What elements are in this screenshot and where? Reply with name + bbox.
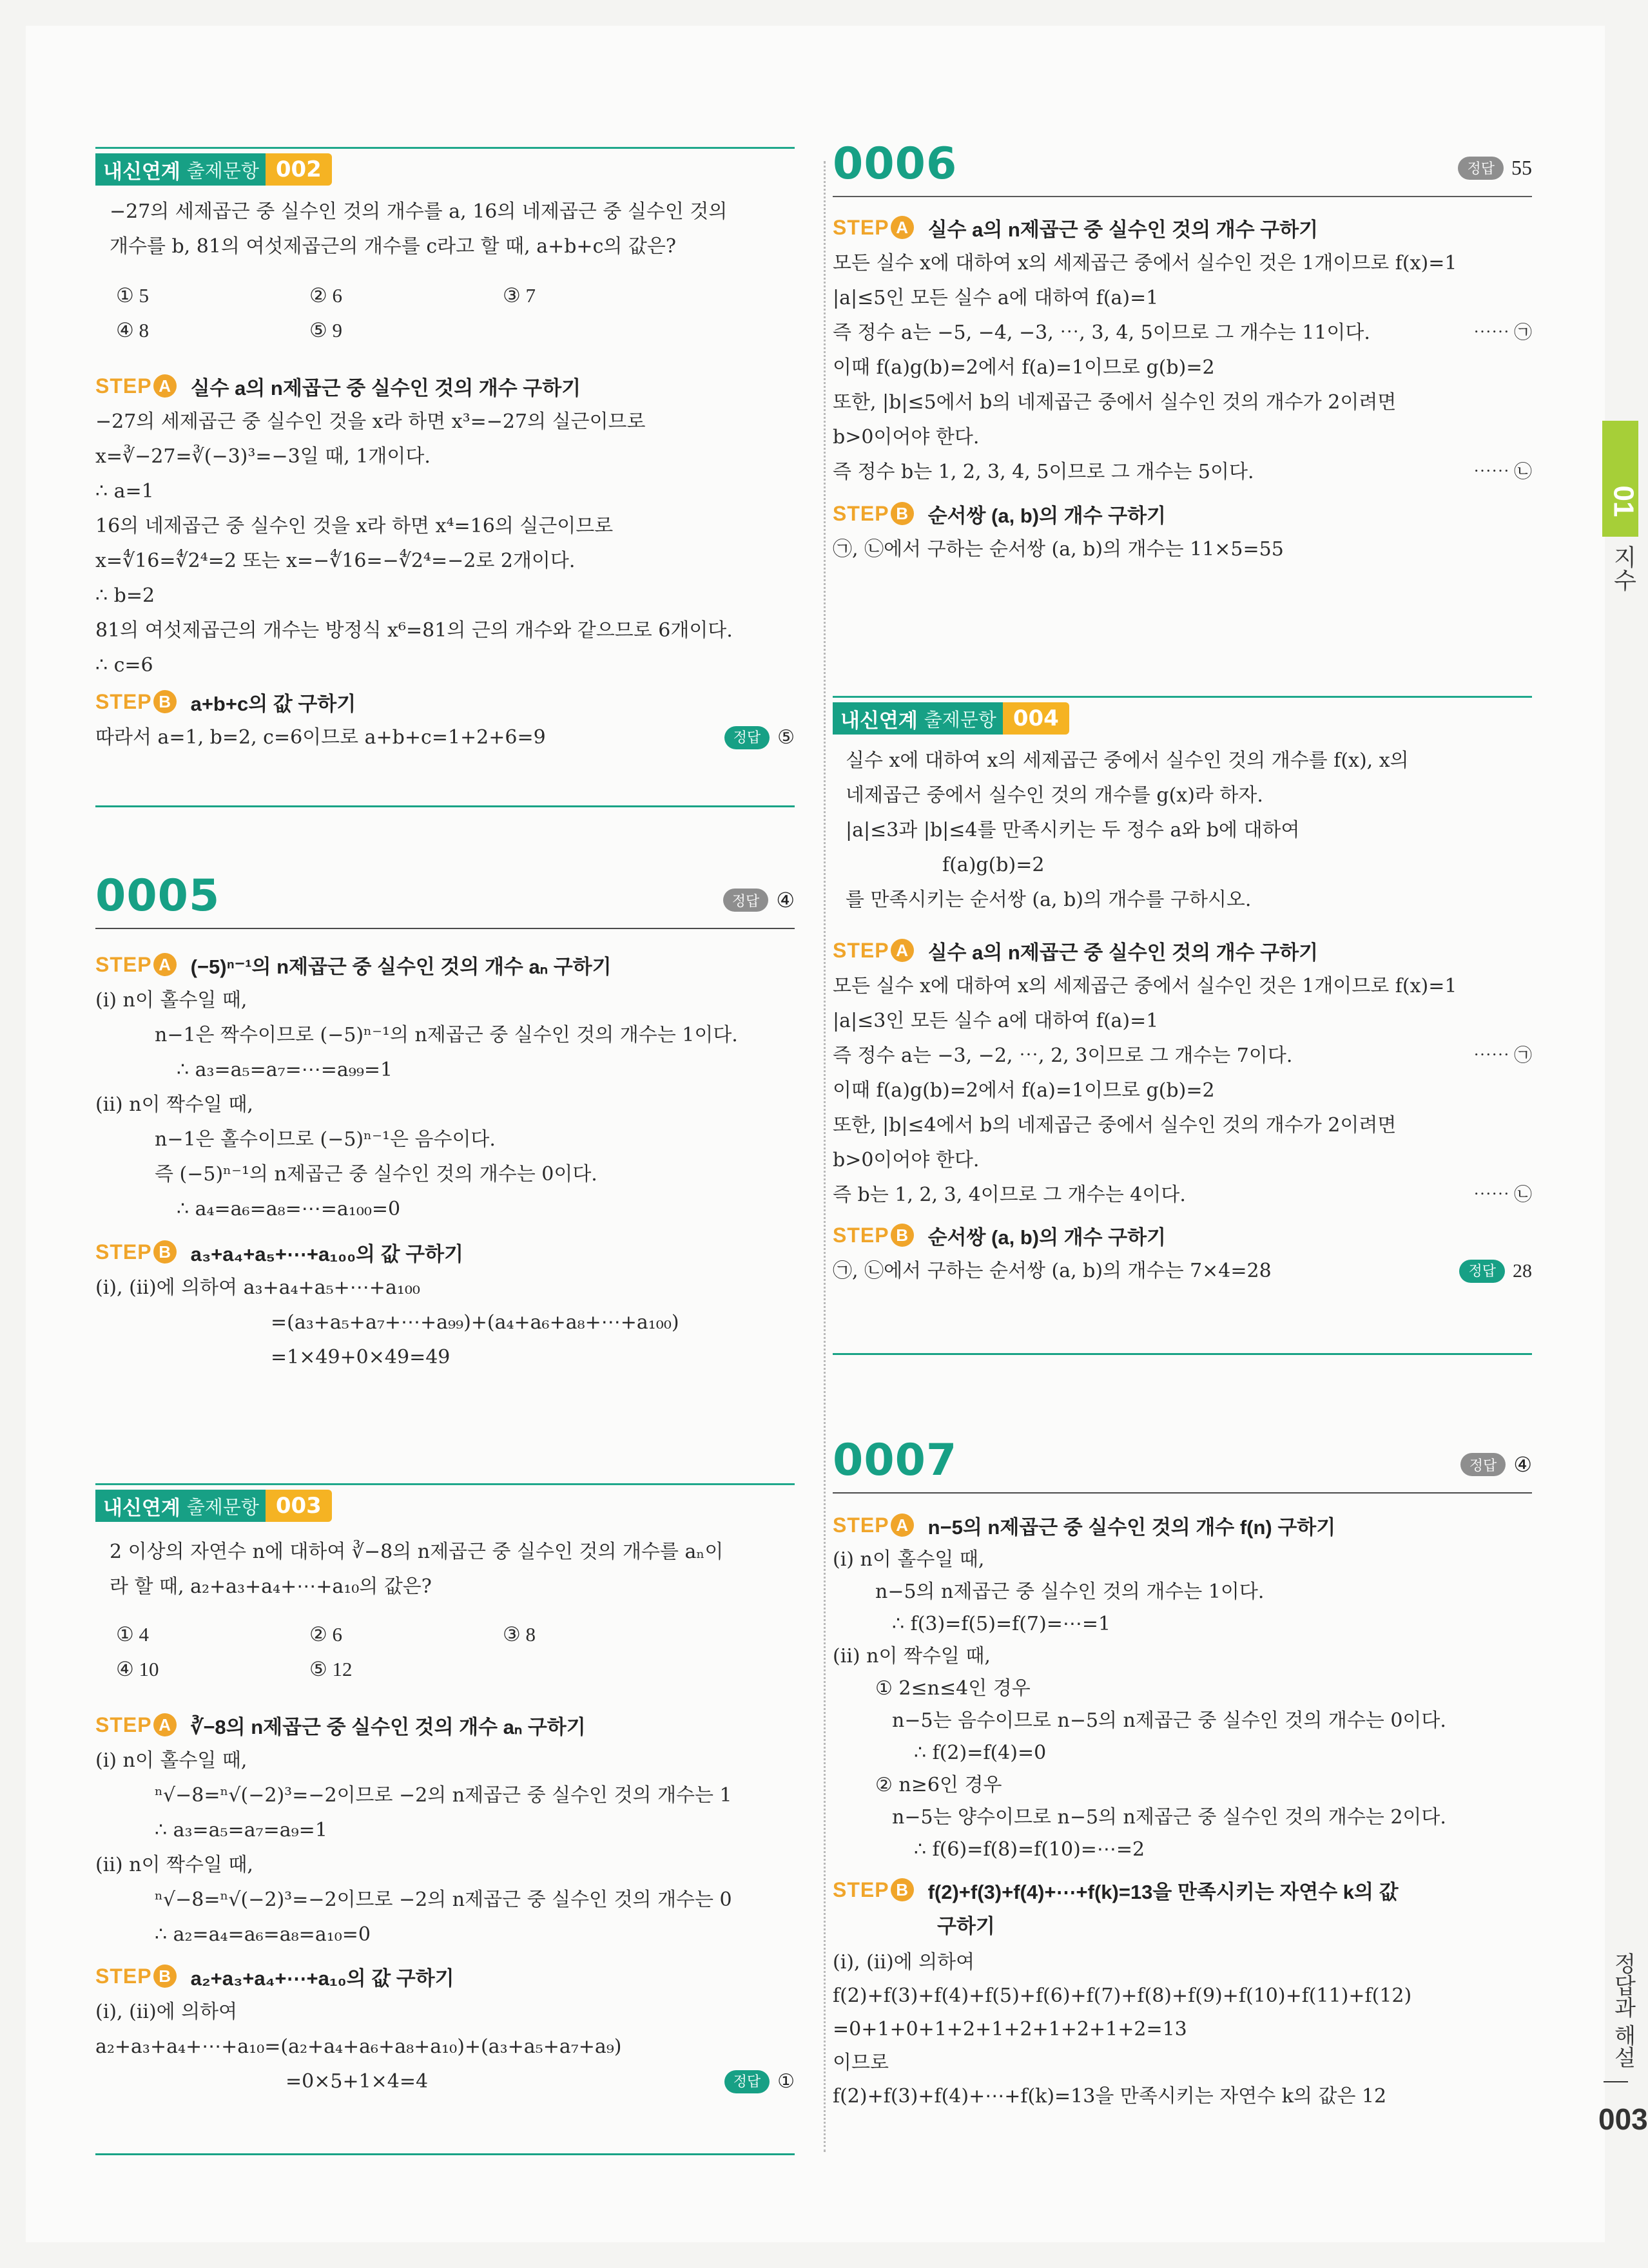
solution-b: ㉠, ㉡에서 구하는 순서쌍 (a, b)의 개수는 11×5=55 bbox=[833, 538, 1284, 561]
problem-tag: 내신연계 출제문항 002 bbox=[95, 153, 332, 186]
step-b-heading: STEP B a₂+a₃+a₄+⋯+a₁₀의 값 구하기 bbox=[95, 1964, 454, 1990]
problem-heading: 0006 정답 55 bbox=[833, 137, 1532, 197]
problem-number: 002 bbox=[266, 153, 332, 186]
column-divider bbox=[824, 161, 826, 2152]
problem-tag: 내신연계 출제문항 003 bbox=[95, 1490, 332, 1522]
step-a-heading: STEP A 실수 a의 n제곱근 중 실수인 것의 개수 구하기 bbox=[95, 374, 581, 399]
problem-number: 003 bbox=[266, 1490, 332, 1522]
answer: 정답 28 bbox=[1459, 1254, 1532, 1289]
section-rule bbox=[95, 805, 795, 807]
step-b-heading-cont: 구하기 bbox=[937, 1914, 995, 1937]
step-a-heading: STEP A 실수 a의 n제곱근 중 실수인 것의 개수 구하기 bbox=[833, 215, 1319, 241]
equation-mark-1: ⋯⋯ ㉠ bbox=[1473, 1046, 1532, 1066]
problem-003 bbox=[95, 1483, 795, 2099]
problem-004 bbox=[833, 696, 1532, 1289]
choices: ① 5 ② 6 ③ 7 ④ 8 ⑤ 9 bbox=[116, 284, 536, 341]
equation-mark-2: ⋯⋯ ㉡ bbox=[1473, 1185, 1532, 1205]
step-a-heading: STEP A (−5)ⁿ⁻¹의 n제곱근 중 실수인 것의 개수 aₙ 구하기 bbox=[95, 952, 612, 978]
answer: 정답 ① bbox=[724, 2064, 795, 2099]
solution-a: (ⅰ) n이 홀수일 때, n−5의 n제곱근 중 실수인 것의 개수는 1이다. ∴ f(3)=f(5)=f(7)=⋯=1 (ⅱ) n이 짝수일 때, ① 2≤n≤4인 경우 n−5는 음수이므로 n−5의 n제곱근 중 실수인 것의 개수는 0이다. ∴ f(2)=f(4)=0 ② n≥6인 경우 n−5는 양수이므로 n−5의 n제곱근 중 실수인 것의 개수는 2이다. ∴ f(6)=f(8)=f(10)=⋯=2 bbox=[833, 1548, 1446, 1861]
problem-heading: 0007 정답 ④ bbox=[833, 1433, 1532, 1494]
answer: 정답 ④ bbox=[723, 888, 795, 912]
problem-tag: 내신연계 출제문항 004 bbox=[833, 702, 1069, 735]
step-b-heading: STEP B 순서쌍 (a, b)의 개수 구하기 bbox=[833, 1223, 1166, 1249]
step-b-heading: STEP B a₃+a₄+a₅+⋯+a₁₀₀의 값 구하기 bbox=[95, 1240, 463, 1265]
solution-b: ㉠, ㉡에서 구하는 순서쌍 (a, b)의 개수는 7×4=28 정답 28 bbox=[833, 1254, 1532, 1289]
solution-b: (ⅰ), (ⅱ)에 의하여 f(2)+f(3)+f(4)+f(5)+f(6)+f(7)+f(8)+f(9)+f(10)+f(11)+f(12) =0+1+0+1+2+1+2+1+2+1+2=13 이므로 f(2)+f(3)+f(4)+⋯+f(k)=13을 만족시키는 자연수 k의 값은 12 bbox=[833, 1951, 1412, 2108]
section-rule bbox=[95, 2153, 795, 2155]
page-number-rule bbox=[1604, 2081, 1628, 2082]
section-title: 정답과 해설 bbox=[1611, 1952, 1635, 2068]
step-a-heading: STEP A ∛−8의 n제곱근 중 실수인 것의 개수 aₙ 구하기 bbox=[95, 1713, 586, 1738]
choices: ① 4 ② 6 ③ 8 ④ 10 ⑤ 12 bbox=[116, 1623, 536, 1680]
page bbox=[26, 26, 1648, 2242]
equation-mark-1: ⋯⋯ ㉠ bbox=[1473, 323, 1532, 343]
step-a-heading: STEP A 실수 a의 n제곱근 중 실수인 것의 개수 구하기 bbox=[833, 938, 1319, 964]
solution-a: (ⅰ) n이 홀수일 때, n−1은 짝수이므로 (−5)ⁿ⁻¹의 n제곱근 중 실수인 것의 개수는 1이다. ∴ a₃=a₅=a₇=⋯=a₉₉=1 (ⅱ) n이 짝수일 때, n−1은 홀수이므로 (−5)ⁿ⁻¹은 음수이다. 즉 (−5)ⁿ⁻¹의 n제곱근 중 실수인 것의 개수는 0이다. ∴ a₄=a₆=a₈=⋯=a₁₀₀=0 bbox=[95, 989, 738, 1220]
answer: 정답 ⑤ bbox=[724, 720, 795, 755]
page-number: 003 bbox=[1598, 2102, 1648, 2136]
solution-a: 모든 실수 x에 대하여 x의 세제곱근 중에서 실수인 것은 1개이므로 f(x)=1 |a|≤3인 모든 실수 a에 대하여 f(a)=1 즉 정수 a는 −3, −2, ⋯, 2, 3이므로 그 개수는 7이다. 이때 f(a)g(b)=2에서 f(a)=1이므로 g(b)=2 또한, |b|≤4에서 b의 네제곱근 중에서 실수인 것의 개수가 2이려면 b>0이어야 한다. 즉 b는 1, 2, 3, 4이므로 그 개수는 4이다. ⋯⋯ ㉠ ⋯⋯ ㉡ bbox=[833, 969, 1532, 1213]
problem-text: 2 이상의 자연수 n에 대하여 ∛−8의 n제곱근 중 실수인 것의 개수를 aₙ이 라 할 때, a₂+a₃+a₄+⋯+a₁₀의 값은? bbox=[110, 1541, 724, 1598]
section-rule bbox=[833, 1353, 1532, 1355]
solution-a: −27의 세제곱근 중 실수인 것을 x라 하면 x³=−27의 실근이므로 x=∛−27=∛(−3)³=−3일 때, 1개이다. ∴ a=1 16의 네제곱근 중 실수인 것을 x라 하면 x⁴=16의 실근이므로 x=∜16=∜2⁴=2 또는 x=−∜16=−∜2⁴=−2로 2개이다. ∴ b=2 81의 여섯제곱근의 개수는 방정식 x⁶=81의 근의 개수와 같으므로 6개이다. ∴ c=6 bbox=[95, 410, 733, 677]
step-b-heading: STEP B a+b+c의 값 구하기 bbox=[95, 689, 356, 715]
step-b-heading: STEP B f(2)+f(3)+f(4)+⋯+f(k)=13을 만족시키는 자연수 k의 값 bbox=[833, 1878, 1399, 1903]
chapter-tab[interactable]: 01 bbox=[1602, 421, 1638, 537]
solution-b: (ⅰ), (ⅱ)에 의하여 a₃+a₄+a₅+⋯+a₁₀₀ =(a₃+a₅+a₇+⋯+a₉₉)+(a₄+a₆+a₈+⋯+a₁₀₀) =1×49+0×49=49 bbox=[95, 1276, 679, 1369]
problem-text: 실수 x에 대하여 x의 세제곱근 중에서 실수인 것의 개수를 f(x), x의 네제곱근 중에서 실수인 것의 개수를 g(x)라 하자. |a|≤3과 |b|≤4를 만족시키는 두 정수 a와 b에 대하여 f(a)g(b)=2 를 만족시키는 순서쌍 (a, b)의 개수를 구하시오. bbox=[846, 749, 1409, 911]
equation-mark-2: ⋯⋯ ㉡ bbox=[1473, 462, 1532, 482]
step-a-heading: STEP A n−5의 n제곱근 중 실수인 것의 개수 f(n) 구하기 bbox=[833, 1513, 1336, 1539]
problem-002 bbox=[95, 147, 795, 755]
solution-0005 bbox=[95, 869, 795, 1375]
solution-b: 따라서 a=1, b=2, c=6이므로 a+b+c=1+2+6=9 정답 ⑤ bbox=[95, 720, 795, 755]
solution-a: (ⅰ) n이 홀수일 때, ⁿ√−8=ⁿ√(−2)³=−2이므로 −2의 n제곱근 중 실수인 것의 개수는 1 ∴ a₃=a₅=a₇=a₉=1 (ⅱ) n이 짝수일 때, ⁿ√−8=ⁿ√(−2)³=−2이므로 −2의 n제곱근 중 실수인 것의 개수는 0 ∴ a₂=a₄=a₆=a₈=a₁₀=0 bbox=[95, 1749, 732, 1946]
step-b-heading: STEP B 순서쌍 (a, b)의 개수 구하기 bbox=[833, 501, 1166, 527]
solution-0006 bbox=[833, 137, 1532, 567]
solution-b: (ⅰ), (ⅱ)에 의하여 a₂+a₃+a₄+⋯+a₁₀=(a₂+a₄+a₆+a₈+a₁₀)+(a₃+a₅+a₇+a₉) =0×5+1×4=4 정답 ① bbox=[95, 1995, 795, 2099]
problem-text: −27의 세제곱근 중 실수인 것의 개수를 a, 16의 네제곱근 중 실수인 것의 개수를 b, 81의 여섯제곱근의 개수를 c라고 할 때, a+b+c의 값은? bbox=[110, 200, 728, 258]
solution-a: 모든 실수 x에 대하여 x의 세제곱근 중에서 실수인 것은 1개이므로 f(x)=1 |a|≤5인 모든 실수 a에 대하여 f(a)=1 즉 정수 a는 −5, −4, −3, ⋯, 3, 4, 5이므로 그 개수는 11이다. 이때 f(a)g(b)=2에서 f(a)=1이므로 g(b)=2 또한, |b|≤5에서 b의 네제곱근 중에서 실수인 것의 개수가 2이려면 b>0이어야 한다. 즉 정수 b는 1, 2, 3, 4, 5이므로 그 개수는 5이다. ⋯⋯ ㉠ ⋯⋯ ㉡ bbox=[833, 246, 1532, 490]
chapter-title: 지수 bbox=[1611, 545, 1637, 591]
problem-number: 004 bbox=[1003, 702, 1069, 735]
problem-heading: 0005 정답 ④ bbox=[95, 869, 795, 929]
answer: 정답 ④ bbox=[1460, 1452, 1532, 1477]
solution-0007 bbox=[833, 1433, 1532, 2113]
answer: 정답 55 bbox=[1458, 156, 1532, 180]
